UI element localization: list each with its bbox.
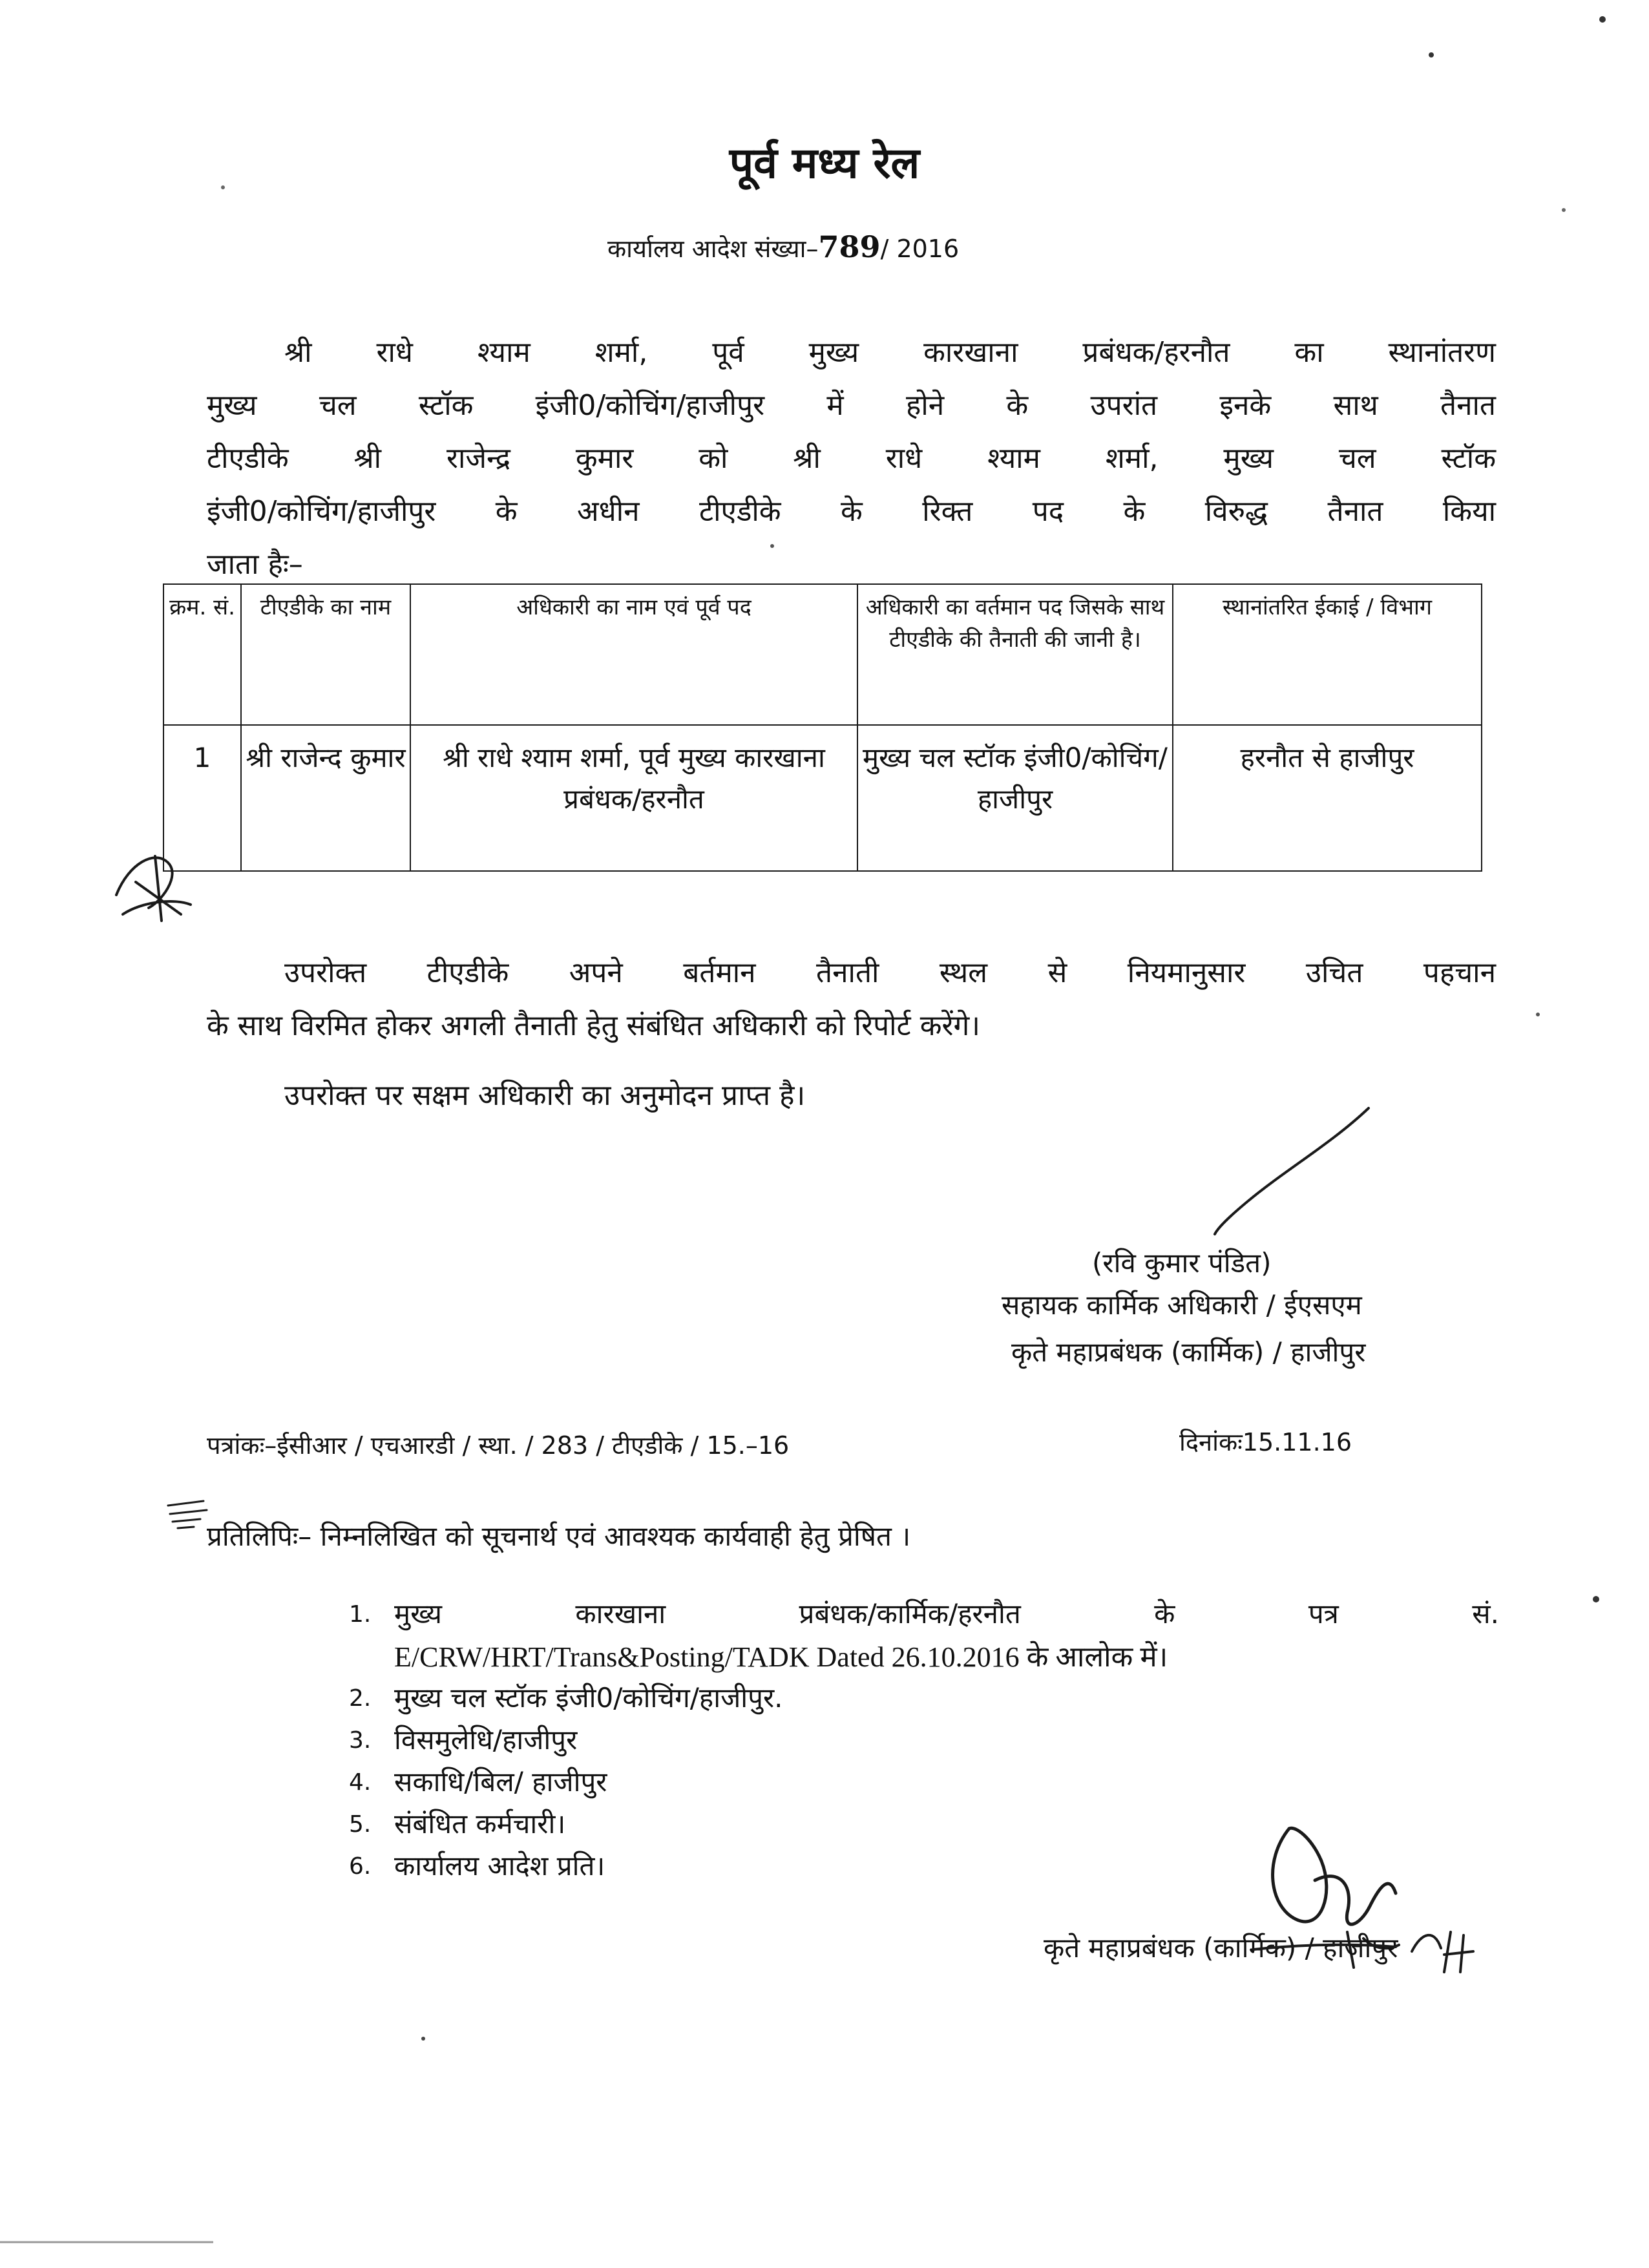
- intro-line: श्री राधे श्याम शर्मा, पूर्व मुख्य कारखाना प्रबंधक/हरनौत का स्थानांतरण: [284, 336, 1496, 369]
- intro-line: इंजी0/कोचिंग/हाजीपुर के अधीन टीएडीके के रिक्त पद के विरुद्ध तैनात किया: [207, 495, 1496, 528]
- approval-line: उपरोक्त पर सक्षम अधिकारी का अनुमोदन प्राप्त है।: [284, 1079, 806, 1112]
- order-year: / 2016: [880, 235, 960, 263]
- list-item: संबंधित कर्मचारी।: [394, 1808, 566, 1840]
- order-label: कार्यालय आदेश संख्या–: [607, 235, 819, 263]
- reporting-line: उपरोक्त टीएडीके अपने बर्तमान तैनाती स्थल से नियमानुसार उचित पहचान: [284, 956, 1496, 989]
- intro-line: जाता हैः–: [207, 548, 303, 581]
- table-header: अधिकारी का नाम एवं पूर्व पद: [410, 584, 857, 725]
- list-item: सकाधि/बिल/ हाजीपुर: [394, 1766, 607, 1798]
- signatory-name: (रवि कुमार पंडित): [1092, 1247, 1272, 1279]
- table-cell-current-post: मुख्य चल स्टॉक इंजी0/कोचिंग/ हाजीपुर: [857, 725, 1173, 871]
- letter-date: दिनांकः15.11.16: [1179, 1428, 1352, 1456]
- list-item-number: 1.: [349, 1601, 372, 1628]
- list-item-number: 3.: [349, 1727, 372, 1754]
- footer-for-line: कृते महाप्रबंधक (कार्मिक) / हाजीपुर: [1044, 1932, 1398, 1964]
- signatory-for-line: कृते महाप्रबंधक (कार्मिक) / हाजीपुर: [1011, 1336, 1366, 1368]
- list-item-number: 2.: [349, 1685, 372, 1712]
- reporting-line: के साथ विरमित होकर अगली तैनाती हेतु संबंधित अधिकारी को रिपोर्ट करेंगे।: [207, 1009, 980, 1042]
- list-item-number: 6.: [349, 1853, 372, 1880]
- list-item: मुख्य चल स्टॉक इंजी0/कोचिंग/हाजीपुर.: [394, 1682, 783, 1714]
- letter-reference: पत्रांकः–ईसीआर / एचआरडी / स्था. / 283 / टीएडीके / 15.–16: [207, 1431, 790, 1460]
- table-header: क्रम. सं.: [163, 584, 241, 725]
- table-header: अधिकारी का वर्तमान पद जिसके साथ टीएडीके की तैनाती की जानी है।: [857, 584, 1173, 725]
- list-item: मुख्य कारखाना प्रबंधक/कार्मिक/हरनौत के पत्र सं.: [394, 1598, 1499, 1630]
- office-title: पूर्व मध्य रेल: [729, 138, 920, 188]
- table-cell-officer: श्री राधे श्याम शर्मा, पूर्व मुख्य कारखाना प्रबंधक/हरनौत: [410, 725, 857, 871]
- copy-to-intro: प्रतिलिपिः– निम्नलिखित को सूचनार्थ एवं आवश्यक कार्यवाही हेतु प्रेषित ।: [207, 1520, 911, 1552]
- table-cell-tadk-name: श्री राजेन्द कुमार: [241, 725, 410, 871]
- list-item-number: 4.: [349, 1769, 372, 1796]
- order-number-handwritten: 789: [818, 229, 881, 264]
- list-item: विसमुलेधि/हाजीपुर: [394, 1724, 578, 1756]
- table-cell-unit: हरनौत से हाजीपुर: [1173, 725, 1482, 871]
- list-item: कार्यालय आदेश प्रति।: [394, 1850, 605, 1882]
- list-item: E/CRW/HRT/Trans&Posting/TADK Dated 26.10.2016 के आलोक में।: [394, 1641, 1168, 1673]
- signatory-designation: सहायक कार्मिक अधिकारी / ईएसएम: [1002, 1289, 1362, 1321]
- table-header: टीएडीके का नाम: [241, 584, 410, 725]
- intro-line: टीएडीके श्री राजेन्द्र कुमार को श्री राधे श्याम शर्मा, मुख्य चल स्टॉक: [207, 442, 1496, 475]
- list-item-number: 5.: [349, 1811, 372, 1838]
- intro-line: मुख्य चल स्टॉक इंजी0/कोचिंग/हाजीपुर में होने के उपरांत इनके साथ तैनात: [207, 389, 1496, 422]
- table-cell-sn: 1: [163, 725, 241, 871]
- table-header: स्थानांतरित ईकाई / विभाग: [1173, 584, 1482, 725]
